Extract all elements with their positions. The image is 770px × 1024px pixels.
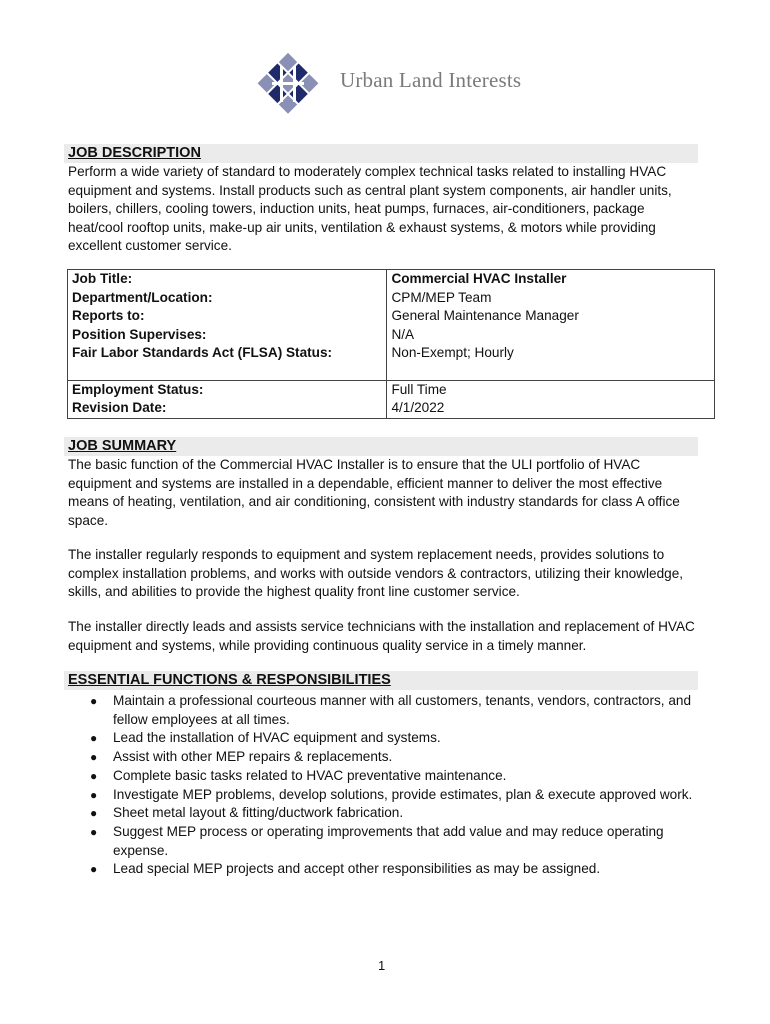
info-value: Non-Exempt; Hourly xyxy=(387,344,715,363)
info-value: N/A xyxy=(387,326,715,345)
bullet-icon: ● xyxy=(90,787,98,802)
table-row xyxy=(68,326,715,345)
bullet-icon: ● xyxy=(90,694,98,708)
responsibilities-list xyxy=(68,692,698,879)
info-value: CPM/MEP Team xyxy=(387,289,715,308)
table-row xyxy=(68,289,715,308)
table-spacer-row xyxy=(68,363,715,381)
info-value: Full Time xyxy=(387,380,715,399)
list-item: ● Complete basic tasks related to HVAC preventative maintenance. xyxy=(68,767,698,786)
list-item: ● Investigate MEP problems, develop solutions, provide estimates, plan & execute approved work. xyxy=(68,786,698,805)
essential-functions-heading: ESSENTIAL FUNCTIONS & RESPONSIBILITIES xyxy=(64,671,698,690)
table-row xyxy=(68,270,715,289)
bullet-icon: ● xyxy=(90,731,98,746)
bullet-icon: ● xyxy=(90,768,98,783)
table-row xyxy=(68,399,715,418)
table-row xyxy=(68,380,715,399)
list-item: ● Lead the installation of HVAC equipment and systems. xyxy=(68,729,698,748)
job-summary-paragraph: The basic function of the Commercial HVAC Installer is to ensure that the ULI portfolio of HVAC equipment and systems are installed in a dependable, efficient manner to deliver the most effective means of heating, ventilation, and air conditioning, consistent with industry standards for class A office space. xyxy=(68,457,680,528)
company-name: Urban Land Interests xyxy=(340,68,522,92)
company-logo-mark-icon xyxy=(252,48,324,120)
info-label: Department/Location: xyxy=(68,289,387,308)
list-item: ● Maintain a professional courteous manner with all customers, tenants, vendors, contractors, and fellow employees at all times. xyxy=(90,693,692,727)
bullet-icon: ● xyxy=(90,862,98,877)
info-value: 4/1/2022 xyxy=(387,399,715,418)
company-logo xyxy=(252,48,582,120)
bullet-icon: ● xyxy=(90,824,98,839)
info-label: Reports to: xyxy=(68,307,387,326)
info-value: General Maintenance Manager xyxy=(387,307,715,326)
bullet-icon: ● xyxy=(90,750,98,765)
job-description-heading: JOB DESCRIPTION xyxy=(64,144,698,163)
info-label: Revision Date: xyxy=(68,399,387,418)
job-summary-paragraph: The installer regularly responds to equipment and system replacement needs, provides solutions to complex installation problems, and works with outside vendors & contractors, utilizing their knowledge, skills, and abilities to provide the highest quality front line customer service. xyxy=(68,547,684,599)
info-label: Position Supervises: xyxy=(68,326,387,345)
list-item: ● Suggest MEP process or operating improvements that add value and may reduce operating expense. xyxy=(90,823,664,858)
job-summary-paragraph: The installer directly leads and assists service technicians with the installation and replacement of HVAC equipment and systems, while providing continuous quality service in a timely manner. xyxy=(68,619,695,653)
info-label: Fair Labor Standards Act (FLSA) Status: xyxy=(68,344,387,363)
list-item: ● Lead special MEP projects and accept other responsibilities as may be assigned. xyxy=(68,860,698,879)
page-number: 1 xyxy=(378,958,386,973)
job-description-text: Perform a wide variety of standard to moderately complex technical tasks related to installing HVAC equipment and systems. Install products such as central plant system components, air handler units, boilers, chillers, cooling towers, induction units, heat pumps, furnaces, air-conditioners, package heat/cool rooftop units, make-up air units, ventilation & exhaust systems, & motors while providing excellent customer service. xyxy=(68,164,672,253)
info-label: Job Title: xyxy=(68,270,387,289)
bullet-icon: ● xyxy=(90,806,98,821)
info-value: Commercial HVAC Installer xyxy=(387,270,715,289)
job-summary-heading: JOB SUMMARY xyxy=(64,437,698,456)
table-row xyxy=(68,344,715,363)
list-item: ● Sheet metal layout & fitting/ductwork fabrication. xyxy=(68,804,698,823)
info-label: Employment Status: xyxy=(68,380,387,399)
job-info-table xyxy=(67,269,715,419)
list-item: ● Assist with other MEP repairs & replacements. xyxy=(68,748,698,767)
table-row xyxy=(68,307,715,326)
